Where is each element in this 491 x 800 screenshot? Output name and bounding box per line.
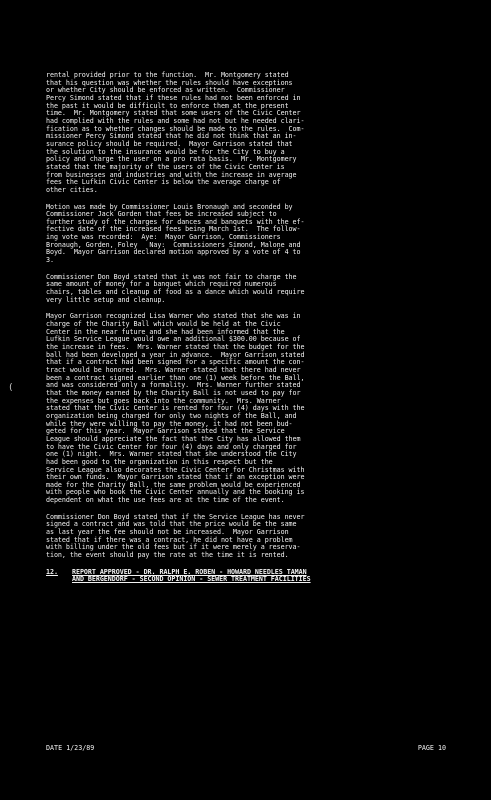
footer-page-number: PAGE 10 xyxy=(417,744,446,752)
text-line: or whether City should be enforced as written. Commissioner xyxy=(46,86,285,95)
text-line: fees the Lufkin Civic Center is below the average charge of xyxy=(46,178,281,187)
text-line: very little setup and cleanup. xyxy=(46,295,166,304)
paragraph-montgomery-rules xyxy=(46,72,452,195)
text-line: League should appreciate the fact that the City has allowed them xyxy=(46,434,301,443)
text-line: chairs, tables and cleanup of food as a dance which would require xyxy=(46,288,305,297)
text-line: surance policy should be required. Mayor Garrison stated that xyxy=(46,139,293,148)
agenda-item-12 xyxy=(46,569,452,584)
text-line: stated that the majority of the users of the Civic Center is xyxy=(46,162,285,171)
text-line: with billing under the old fees but if it were merely a reserva- xyxy=(46,543,301,552)
text-line: and was considered only a formality. Mrs. Warner further stated xyxy=(46,381,301,390)
agenda-item-heading xyxy=(72,569,311,584)
agenda-item-number: 12. xyxy=(46,567,58,576)
text-line: Boyd. Mayor Garrison declared motion approved by a vote of 4 to xyxy=(46,248,301,257)
text-line: signed a contract and was told that the price would be the same xyxy=(46,520,297,529)
text-line: the past it would be difficult to enforce them at the present xyxy=(46,101,289,110)
text-line: had been good to the organization in this respect but the xyxy=(46,457,273,466)
text-line: Service League also decorates the Civic Center for Christmas with xyxy=(46,465,305,474)
paragraph-boyd-banquet xyxy=(46,274,452,305)
text-line: that his question was whether the rules should have exceptions xyxy=(46,78,293,87)
text-line: charge of the Charity Ball which would be held at the Civic xyxy=(46,320,281,329)
text-line: had complied with the rules and some had not but he needed clari- xyxy=(46,116,305,125)
text-line: time. Mr. Montgomery stated that some users of the Civic Center xyxy=(46,109,301,118)
text-line: geted for this year. Mayor Garrison stated that the Service xyxy=(46,427,285,436)
text-line: one (1) night. Mrs. Warner stated that she understood the City xyxy=(46,450,297,459)
scan-artifact-mark: ( xyxy=(8,383,14,393)
text-line: Motion was made by Commissioner Louis Bronaugh and seconded by xyxy=(46,202,293,211)
text-line: Center in the near future and she had been informed that the xyxy=(46,327,285,336)
paragraph-motion-fees xyxy=(46,204,452,265)
text-line: other cities. xyxy=(46,185,98,194)
footer-date: DATE 1/23/89 xyxy=(46,744,95,752)
agenda-item-heading-line: AND BERGENDORF - SECOND OPINION - SEWER TREATMENT FACILITIES xyxy=(72,575,311,584)
text-line: missioner Percy Simond stated that he did not think that an in- xyxy=(46,132,297,141)
text-line: fication as to whether changes should be made to the rules. Com- xyxy=(46,124,305,133)
text-line: Commissioner Don Boyd stated that it was not fair to charge the xyxy=(46,272,297,281)
text-line: same amount of money for a banquet which required numerous xyxy=(46,280,277,289)
text-line: policy and charge the user on a pro rata basis. Mr. Montgomery xyxy=(46,155,297,164)
text-line: while they were willing to pay the money, it had not been bud- xyxy=(46,419,293,428)
paragraph-boyd-contract xyxy=(46,514,452,560)
text-line: Commissioner Jack Gorden that fees be increased subject to xyxy=(46,210,277,219)
text-line: ball had been developed a year in advance. Mayor Garrison stated xyxy=(46,350,305,359)
text-line: tract would be honored. Mrs. Warner stated that there had never xyxy=(46,365,301,374)
page-footer xyxy=(46,744,446,752)
text-line: Bronaugh, Gorden, Foley Nay: Commissioners Simond, Malone and xyxy=(46,240,301,249)
text-line: Percy Simond stated that if these rules had not been enforced in xyxy=(46,93,301,102)
text-line: 3. xyxy=(46,256,54,265)
text-line: stated that if there was a contract, he did not have a problem xyxy=(46,535,293,544)
text-line: dependent on what the use fees are at the time of the event. xyxy=(46,496,285,505)
text-line: tion, the event should pay the rate at the time it is rented. xyxy=(46,551,289,560)
text-line: Lufkin Service League would owe an additional $300.00 because of xyxy=(46,335,301,344)
text-line: further study of the charges for dances and banquets with the ef- xyxy=(46,217,305,226)
text-line: the expenses but goes back into the community. Mrs. Warner xyxy=(46,396,281,405)
text-line: as last year the fee should not be increased. Mayor Garrison xyxy=(46,528,289,537)
text-line: stated that the Civic Center is rented for four (4) days with the xyxy=(46,404,305,413)
text-line: organization being charged for only two nights of the Ball, and xyxy=(46,411,297,420)
text-line: Commissioner Don Boyd stated that if the Service League has never xyxy=(46,512,305,521)
text-line: to have the Civic Center for four (4) days and only charged for xyxy=(46,442,297,451)
text-line: rental provided prior to the function. Mr. Montgomery stated xyxy=(46,71,289,79)
minutes-page xyxy=(46,72,452,584)
text-line: from businesses and industries and with the increase in average xyxy=(46,170,297,179)
text-line: that if a contract had been signed for a specific amount the con- xyxy=(46,358,305,367)
text-line: been a contract signed earlier than one (1) week before the Ball, xyxy=(46,373,305,382)
text-line: Mayor Garrison recognized Lisa Warner who stated that she was in xyxy=(46,312,301,321)
paragraph-warner-charity-ball xyxy=(46,313,452,504)
text-line: with people who book the Civic Center annually and the booking is xyxy=(46,488,305,497)
text-line: fective date of the increased fees being March 1st. The follow- xyxy=(46,225,301,234)
text-line: their own funds. Mayor Garrison stated that if an exception were xyxy=(46,473,305,482)
text-line: the increase in fees. Mrs. Warner stated that the budget for the xyxy=(46,343,305,351)
text-line: the solution to the insurance would be for the City to buy a xyxy=(46,147,285,156)
text-line: ing vote was recorded: Aye: Mayor Garrison, Commissioners xyxy=(46,233,281,242)
text-line: that the money earned by the Charity Ball is not used to pay for xyxy=(46,388,301,397)
text-line: made for the Charity Ball, the same problem would be experienced xyxy=(46,480,301,489)
agenda-item-heading-line: REPORT APPROVED - DR. RALPH E. ROBEN - HOWARD NEEDLES TAMAN xyxy=(72,567,307,576)
